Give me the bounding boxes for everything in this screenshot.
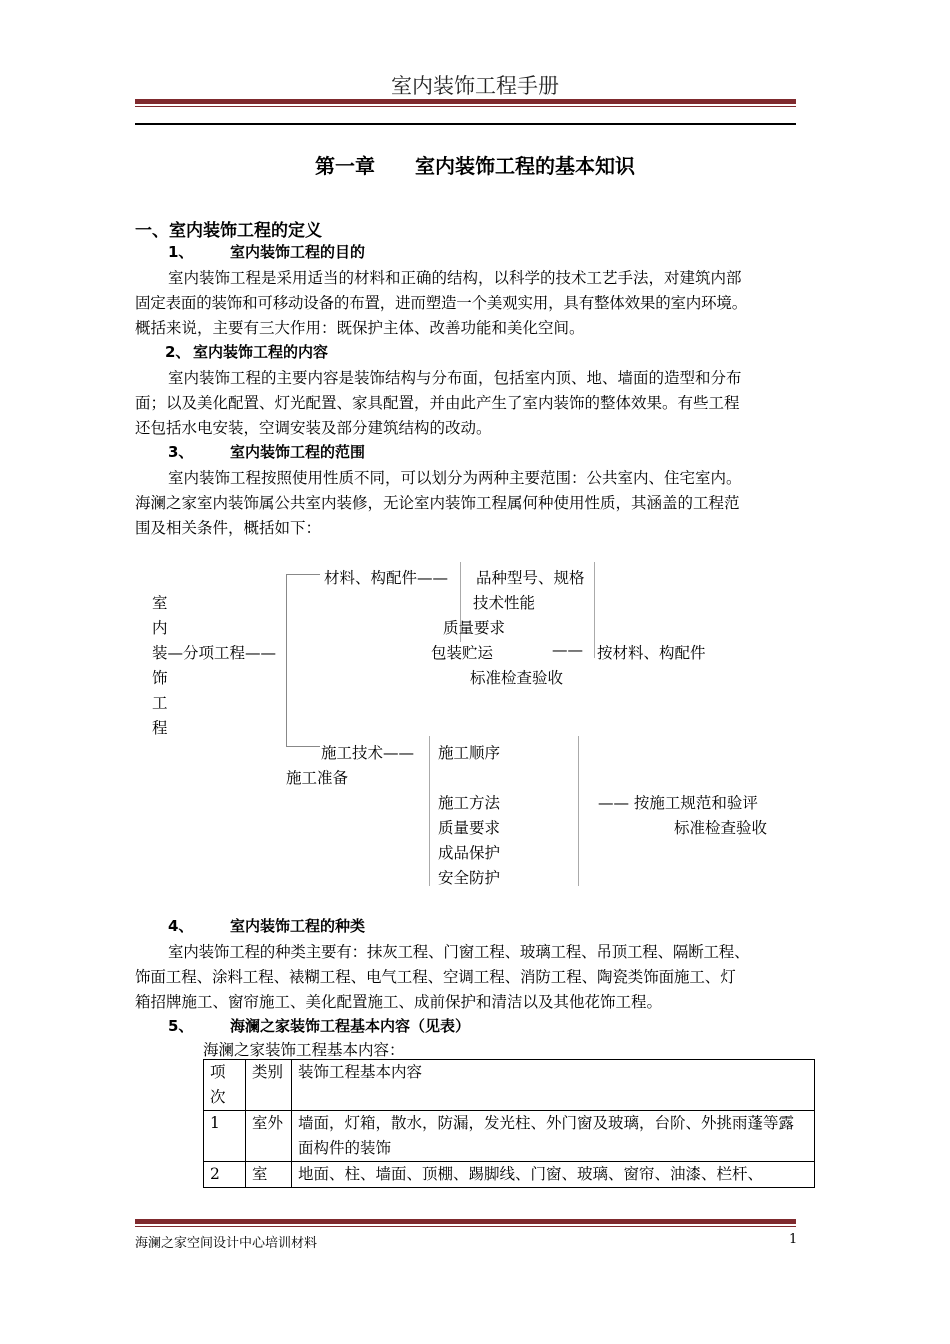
table-row xyxy=(204,1162,815,1188)
header-rule-thin xyxy=(135,106,796,107)
diagram-arrow: —— xyxy=(552,641,583,659)
item-1-title: 室内装饰工程的目的 xyxy=(230,243,366,261)
table-cell: 室外 xyxy=(246,1111,292,1162)
diagram-root-char: 程 xyxy=(152,719,168,737)
paragraph-line: 围及相关条件，概括如下： xyxy=(135,519,322,537)
paragraph-line: 还包括水电安装，空调安装及部分建筑结构的改动。 xyxy=(135,419,492,437)
table-caption: 海澜之家装饰工程基本内容： xyxy=(203,1041,405,1059)
diagram-branch-materials: 材料、构配件—— xyxy=(324,569,449,587)
table-header-cell: 项次 xyxy=(204,1060,246,1111)
diagram-bracket-top xyxy=(286,574,320,575)
diagram-item: 技术性能 xyxy=(473,594,536,612)
table-cell: 室 xyxy=(246,1162,292,1188)
paragraph-line: 室内装饰工程的主要内容是装饰结构与分布面，包括室内顶、地、墙面的造型和分布 xyxy=(168,369,742,387)
paragraph-line: 室内装饰工程按照使用性质不同，可以划分为两种主要范围：公共室内、住宅室内。 xyxy=(168,469,742,487)
diagram-item: 标准检查验收 xyxy=(470,669,564,687)
table-row xyxy=(204,1111,815,1162)
content-table xyxy=(203,1059,815,1188)
diagram-item: 质量要求 xyxy=(443,619,506,637)
paragraph-line: 面；以及美化配置、灯光配置、家具配置，并由此产生了室内装饰的整体效果。有些工程 xyxy=(135,394,740,412)
table-cell: 墙面，灯箱，散水，防漏，发光柱、外门窗及玻璃，台阶、外挑雨蓬等露面构件的装饰 xyxy=(292,1111,815,1162)
item-5-number: 5、 xyxy=(168,1017,194,1035)
footer-rule-thick xyxy=(135,1219,796,1224)
diagram-item: 施工顺序 xyxy=(438,744,501,762)
diagram-item: 质量要求 xyxy=(438,819,501,837)
diagram-item: 品种型号、规格 xyxy=(476,569,585,587)
item-3-number: 3、 xyxy=(168,443,194,461)
diagram-root-char: 室 xyxy=(152,594,168,612)
table-header-row xyxy=(204,1060,815,1111)
diagram-item: 包装贮运 xyxy=(431,644,494,662)
header-title: 室内装饰工程手册 xyxy=(391,74,559,98)
item-5-title: 海澜之家装饰工程基本内容（见表） xyxy=(230,1017,471,1035)
paragraph-line: 室内装饰工程的种类主要有：抹灰工程、门窗工程、玻璃工程、吊顶工程、隔断工程、 xyxy=(168,943,750,961)
diagram-result-construction-2: 标准检查验收 xyxy=(674,819,768,837)
table-header-cell: 类别 xyxy=(246,1060,292,1111)
diagram-item: 安全防护 xyxy=(438,869,501,887)
diagram-bracket-bottom xyxy=(286,746,320,747)
footer-rule-thin xyxy=(135,1226,796,1227)
diagram-branch-construction: 施工技术—— xyxy=(321,744,415,762)
item-4-title: 室内装饰工程的种类 xyxy=(230,917,366,935)
diagram-item: 成品保护 xyxy=(438,844,501,862)
diagram-root-branch: 装—分项工程—— xyxy=(152,644,277,662)
diagram-bracket-main xyxy=(286,574,287,746)
footer-text: 海澜之家空间设计中心培训材料 xyxy=(135,1236,318,1251)
diagram-bracket-construction-right xyxy=(578,736,579,886)
diagram-root-char: 饰 xyxy=(152,669,168,687)
diagram-branch-prep: 施工准备 xyxy=(286,769,349,787)
diagram-root-char: 内 xyxy=(152,619,168,637)
diagram-result-construction: —— 按施工规范和验评 xyxy=(598,794,758,812)
chapter-number: 第一章 xyxy=(315,154,375,178)
table-cell: 2 xyxy=(204,1162,246,1188)
paragraph-line: 海澜之家室内装饰属公共室内装修，无论室内装饰工程属何种使用性质，其涵盖的工程范 xyxy=(135,494,740,512)
page-number: 1 xyxy=(789,1232,798,1247)
diagram-item: 施工方法 xyxy=(438,794,501,812)
paragraph-line: 饰面工程、涂料工程、裱糊工程、电气工程、空调工程、消防工程、陶瓷类饰面施工、灯 xyxy=(135,968,736,986)
table-cell: 1 xyxy=(204,1111,246,1162)
item-3-title: 室内装饰工程的范围 xyxy=(230,443,366,461)
paragraph-line: 固定表面的装饰和可移动设备的布置，进而塑造一个美观实用，具有整体效果的室内环境。 xyxy=(135,294,748,312)
table-header-cell: 装饰工程基本内容 xyxy=(292,1060,815,1111)
item-2-number: 2、 xyxy=(165,343,191,361)
diagram-result-materials: 按材料、构配件 xyxy=(597,644,706,662)
diagram-root-char: 工 xyxy=(152,694,168,712)
diagram-bracket-construction xyxy=(429,736,430,886)
diagram-bracket-materials-right xyxy=(594,562,595,658)
paragraph-line: 室内装饰工程是采用适当的材料和正确的结构，以科学的技术工艺手法，对建筑内部 xyxy=(168,269,742,287)
paragraph-line: 箱招牌施工、窗帘施工、美化配置施工、成前保护和清洁以及其他花饰工程。 xyxy=(135,993,663,1011)
section-heading: 一、室内装饰工程的定义 xyxy=(135,221,322,241)
chapter-title xyxy=(0,150,950,179)
table-cell: 地面、柱、墙面、顶棚、踢脚线、门窗、玻璃、窗帘、油漆、栏杆、 xyxy=(292,1162,815,1188)
paragraph-line: 概括来说，主要有三大作用：既保护主体、改善功能和美化空间。 xyxy=(135,319,585,337)
item-2-title: 室内装饰工程的内容 xyxy=(193,343,329,361)
header-rule-black xyxy=(135,123,796,125)
header-rule-thick xyxy=(135,99,796,104)
item-1-number: 1、 xyxy=(168,243,194,261)
chapter-name: 室内装饰工程的基本知识 xyxy=(415,154,635,178)
item-4-number: 4、 xyxy=(168,917,194,935)
